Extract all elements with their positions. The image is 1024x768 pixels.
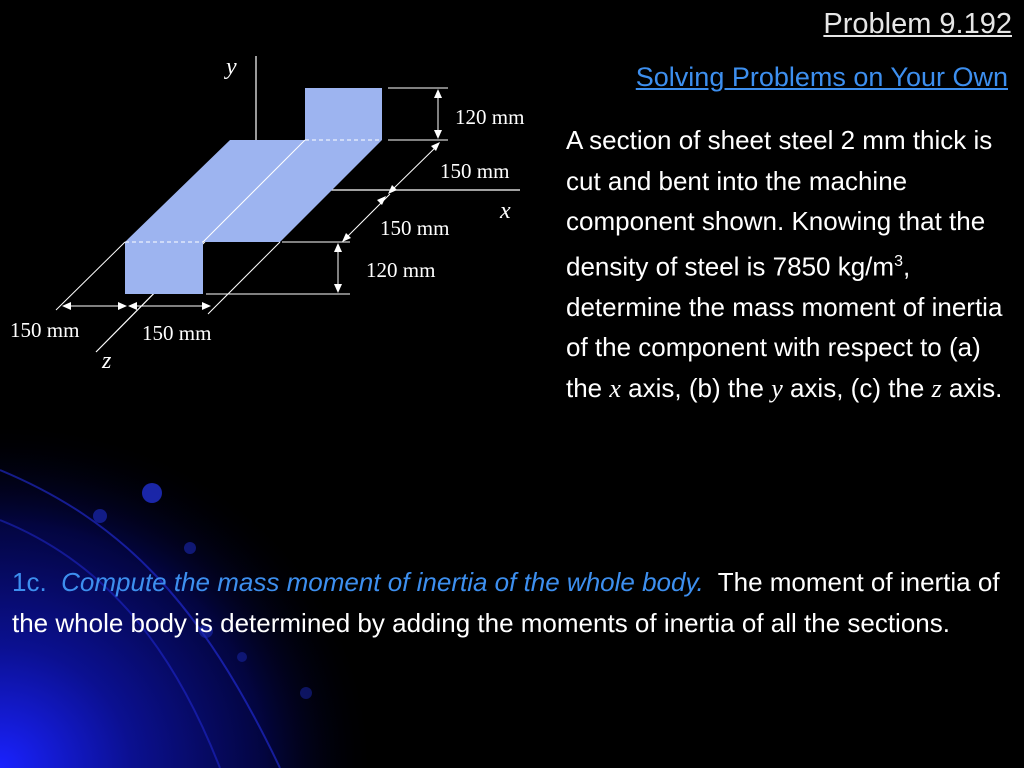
problem-text-4: axis, (c) the bbox=[782, 372, 932, 403]
dim-arrowhead bbox=[434, 130, 442, 139]
dim-arrowhead bbox=[118, 302, 127, 310]
symbol-z: z bbox=[931, 373, 942, 403]
dim-arrowhead bbox=[334, 284, 342, 293]
dim-ext-line bbox=[56, 242, 125, 310]
component-diagram bbox=[0, 40, 560, 380]
problem-superscript: 3 bbox=[894, 252, 903, 270]
solution-step bbox=[12, 562, 1012, 644]
dim-label-z-right: 150 mm bbox=[142, 321, 212, 345]
dim-arrowhead bbox=[431, 142, 440, 151]
bottom-vertical-plate bbox=[125, 242, 203, 294]
step-heading: Compute the mass moment of inertia of the whole body. bbox=[61, 567, 704, 597]
problem-text-3: axis, (b) the bbox=[620, 372, 772, 403]
dim-arrowhead bbox=[377, 196, 386, 205]
dim-arrowhead bbox=[434, 89, 442, 98]
slide-subtitle: Solving Problems on Your Own bbox=[635, 62, 1008, 92]
slide-title: Problem 9.192 bbox=[823, 8, 1012, 40]
top-vertical-plate bbox=[305, 88, 382, 140]
dim-arrowhead bbox=[202, 302, 211, 310]
step-text: The moment of inertia of the whole body is determined by adding the moments of inertia of all the sections. bbox=[12, 567, 1000, 638]
dim-ext-line bbox=[208, 242, 280, 314]
problem-text-1: A section of sheet steel 2 mm thick is cut and bent into the machine component shown. Knowing that the density of steel is 7850 kg/m bbox=[566, 125, 993, 282]
dim-arrowhead bbox=[128, 302, 137, 310]
problem-text-2: , determine the mass moment of inertia of the component with respect to (a) the bbox=[566, 251, 1003, 403]
step-number: 1c. bbox=[12, 567, 47, 597]
dim-label-mid-width: 150 mm bbox=[380, 216, 450, 240]
problem-statement bbox=[566, 120, 1016, 409]
dim-arrowhead bbox=[334, 243, 342, 252]
symbol-x: x bbox=[609, 373, 621, 403]
dim-label-bottom-height: 120 mm bbox=[366, 258, 436, 282]
dim-arrow-line bbox=[390, 145, 438, 192]
symbol-y: y bbox=[771, 373, 783, 403]
x-axis-label: x bbox=[500, 198, 511, 224]
y-axis-label: y bbox=[226, 54, 237, 80]
dim-label-top-height: 120 mm bbox=[455, 105, 525, 129]
dim-label-z-left: 150 mm bbox=[10, 318, 80, 342]
dim-label-top-width: 150 mm bbox=[440, 159, 510, 183]
problem-text-5: axis. bbox=[941, 372, 1003, 403]
z-axis-label: z bbox=[102, 348, 112, 374]
